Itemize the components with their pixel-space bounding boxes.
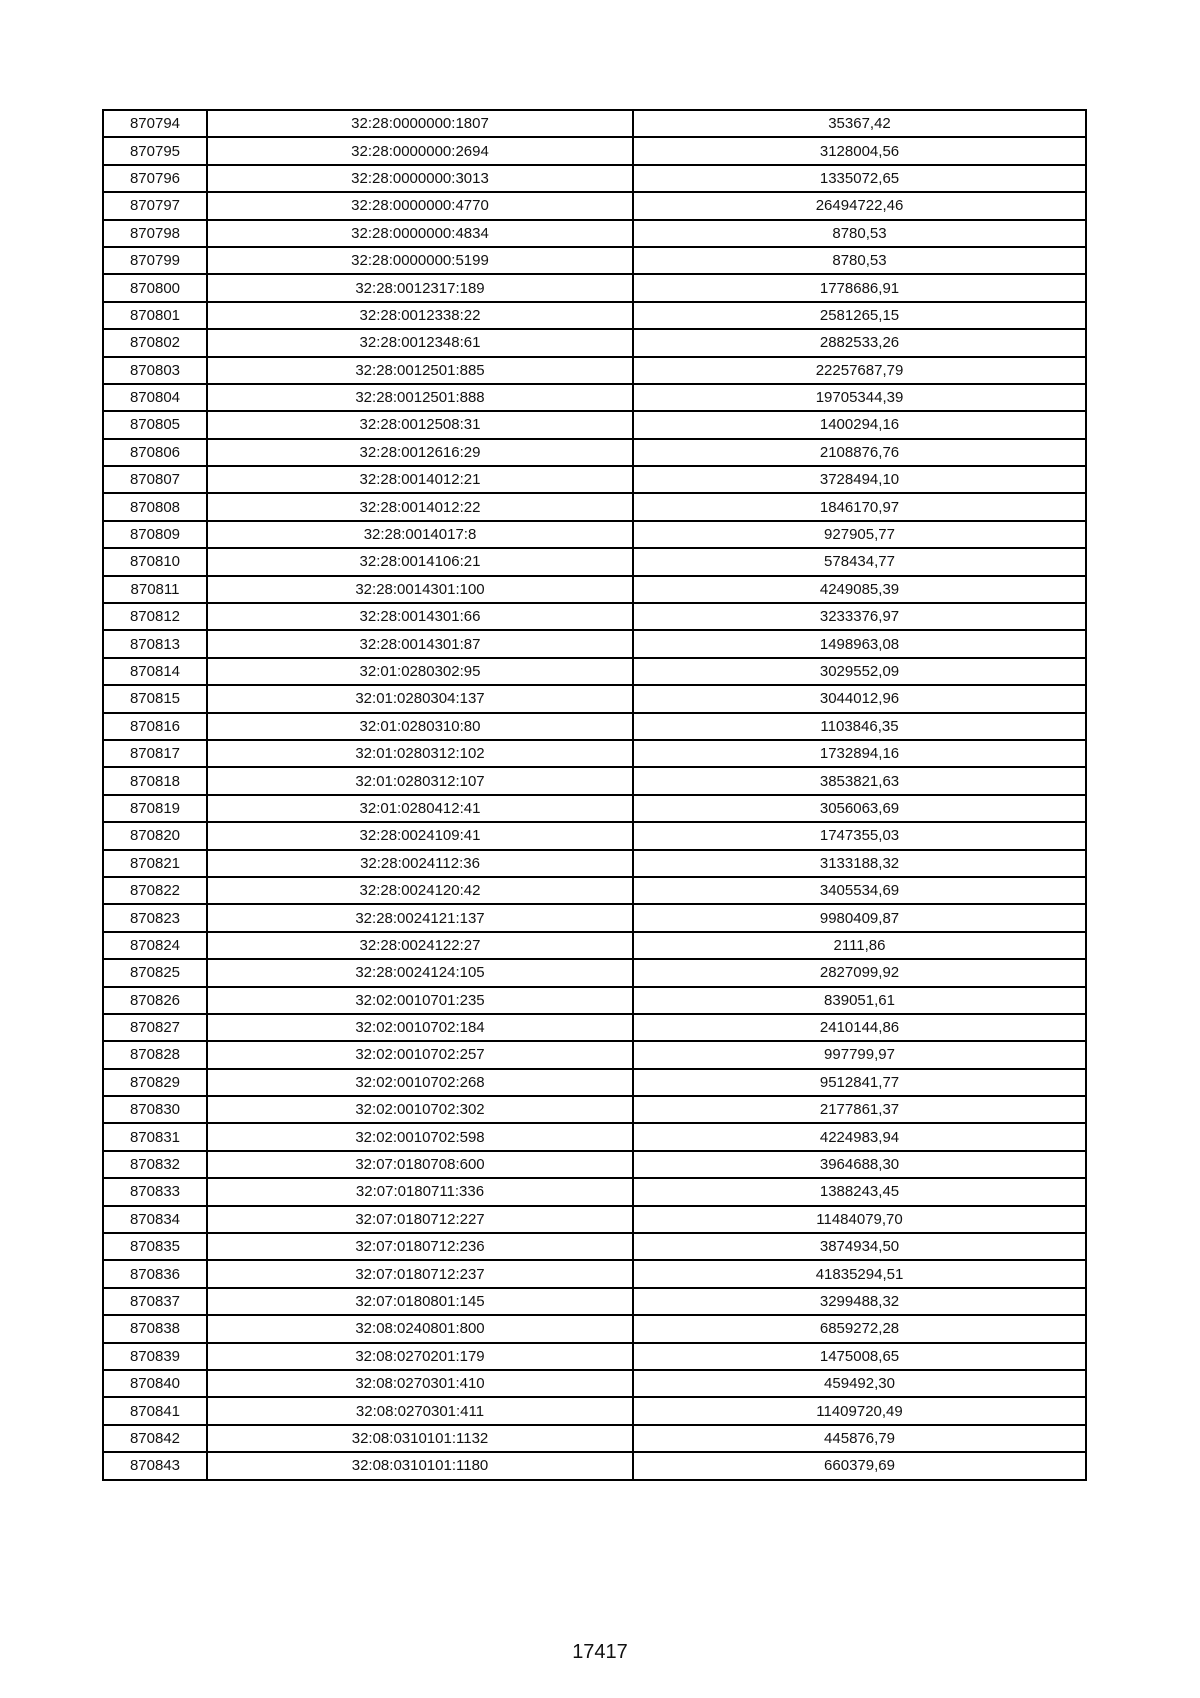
row-number-cell: 870807 (103, 466, 207, 493)
table-row (103, 439, 1086, 466)
cadastral-number-cell: 32:28:0024122:27 (207, 932, 633, 959)
table-row (103, 603, 1086, 630)
row-number-cell: 870805 (103, 411, 207, 438)
row-number-cell: 870836 (103, 1260, 207, 1287)
table-row (103, 548, 1086, 575)
cadastral-number-cell: 32:07:0180712:227 (207, 1206, 633, 1233)
row-number-cell: 870818 (103, 767, 207, 794)
table-row (103, 959, 1086, 986)
cadastral-number-cell: 32:08:0270301:410 (207, 1370, 633, 1397)
cadastral-number-cell: 32:28:0014106:21 (207, 548, 633, 575)
table-row (103, 685, 1086, 712)
cadastral-number-cell: 32:01:0280302:95 (207, 658, 633, 685)
cadastral-value-cell: 8780,53 (633, 220, 1086, 247)
table-row (103, 822, 1086, 849)
cadastral-value-cell: 445876,79 (633, 1425, 1086, 1452)
cadastral-value-cell: 4224983,94 (633, 1123, 1086, 1150)
cadastral-value-cell: 1103846,35 (633, 713, 1086, 740)
row-number-cell: 870814 (103, 658, 207, 685)
row-number-cell: 870823 (103, 904, 207, 931)
row-number-cell: 870842 (103, 1425, 207, 1452)
row-number-cell: 870826 (103, 987, 207, 1014)
row-number-cell: 870839 (103, 1343, 207, 1370)
cadastral-number-cell: 32:07:0180712:237 (207, 1260, 633, 1287)
cadastral-value-cell: 1388243,45 (633, 1178, 1086, 1205)
cadastral-number-cell: 32:28:0024121:137 (207, 904, 633, 931)
row-number-cell: 870809 (103, 521, 207, 548)
cadastral-number-cell: 32:28:0012616:29 (207, 439, 633, 466)
cadastral-value-cell: 35367,42 (633, 110, 1086, 137)
row-number-cell: 870811 (103, 576, 207, 603)
cadastral-number-cell: 32:01:0280412:41 (207, 795, 633, 822)
cadastral-value-cell: 2882533,26 (633, 329, 1086, 356)
cadastral-value-cell: 41835294,51 (633, 1260, 1086, 1287)
table-row (103, 192, 1086, 219)
row-number-cell: 870819 (103, 795, 207, 822)
cadastral-number-cell: 32:28:0012348:61 (207, 329, 633, 356)
cadastral-number-cell: 32:28:0000000:1807 (207, 110, 633, 137)
cadastral-number-cell: 32:28:0014017:8 (207, 521, 633, 548)
cadastral-number-cell: 32:08:0270201:179 (207, 1343, 633, 1370)
cadastral-value-cell: 19705344,39 (633, 384, 1086, 411)
cadastral-number-cell: 32:28:0024124:105 (207, 959, 633, 986)
table-row (103, 1096, 1086, 1123)
row-number-cell: 870830 (103, 1096, 207, 1123)
cadastral-value-cell: 22257687,79 (633, 357, 1086, 384)
row-number-cell: 870838 (103, 1315, 207, 1342)
cadastral-value-cell: 2827099,92 (633, 959, 1086, 986)
table-row (103, 850, 1086, 877)
cadastral-number-cell: 32:28:0000000:2694 (207, 137, 633, 164)
row-number-cell: 870837 (103, 1288, 207, 1315)
table-body (103, 110, 1086, 1480)
table-row (103, 493, 1086, 520)
cadastral-number-cell: 32:28:0000000:4770 (207, 192, 633, 219)
table-row (103, 137, 1086, 164)
row-number-cell: 870828 (103, 1041, 207, 1068)
table-row (103, 932, 1086, 959)
row-number-cell: 870804 (103, 384, 207, 411)
cadastral-value-cell: 1498963,08 (633, 630, 1086, 657)
row-number-cell: 870831 (103, 1123, 207, 1150)
row-number-cell: 870795 (103, 137, 207, 164)
table-row (103, 1041, 1086, 1068)
cadastral-number-cell: 32:02:0010702:598 (207, 1123, 633, 1150)
cadastral-value-cell: 9512841,77 (633, 1069, 1086, 1096)
table-row (103, 740, 1086, 767)
row-number-cell: 870796 (103, 165, 207, 192)
row-number-cell: 870812 (103, 603, 207, 630)
table-row (103, 384, 1086, 411)
cadastral-value-cell: 3133188,32 (633, 850, 1086, 877)
cadastral-value-cell: 1732894,16 (633, 740, 1086, 767)
cadastral-number-cell: 32:01:0280310:80 (207, 713, 633, 740)
table-row (103, 877, 1086, 904)
row-number-cell: 870841 (103, 1397, 207, 1424)
row-number-cell: 870825 (103, 959, 207, 986)
cadastral-number-cell: 32:02:0010702:257 (207, 1041, 633, 1068)
cadastral-number-cell: 32:28:0012338:22 (207, 302, 633, 329)
cadastral-value-cell: 2108876,76 (633, 439, 1086, 466)
table-row (103, 329, 1086, 356)
row-number-cell: 870822 (103, 877, 207, 904)
cadastral-value-cell: 3405534,69 (633, 877, 1086, 904)
table-row (103, 1397, 1086, 1424)
table-row (103, 713, 1086, 740)
table-row (103, 247, 1086, 274)
cadastral-value-cell: 3874934,50 (633, 1233, 1086, 1260)
cadastral-value-cell: 1475008,65 (633, 1343, 1086, 1370)
cadastral-number-cell: 32:28:0014301:66 (207, 603, 633, 630)
cadastral-number-cell: 32:28:0012317:189 (207, 274, 633, 301)
cadastral-number-cell: 32:07:0180711:336 (207, 1178, 633, 1205)
cadastral-value-cell: 3853821,63 (633, 767, 1086, 794)
table-row (103, 795, 1086, 822)
row-number-cell: 870816 (103, 713, 207, 740)
page-number: 17417 (572, 1641, 628, 1663)
row-number-cell: 870806 (103, 439, 207, 466)
table-row (103, 1425, 1086, 1452)
table-row (103, 1370, 1086, 1397)
table-row (103, 576, 1086, 603)
cadastral-number-cell: 32:28:0012501:888 (207, 384, 633, 411)
table-row (103, 357, 1086, 384)
cadastral-value-cell: 3056063,69 (633, 795, 1086, 822)
cadastral-number-cell: 32:28:0014012:22 (207, 493, 633, 520)
table-row (103, 1206, 1086, 1233)
table-row (103, 904, 1086, 931)
cadastral-number-cell: 32:28:0014012:21 (207, 466, 633, 493)
cadastral-value-cell: 2177861,37 (633, 1096, 1086, 1123)
cadastral-number-cell: 32:02:0010701:235 (207, 987, 633, 1014)
cadastral-value-cell: 1400294,16 (633, 411, 1086, 438)
table-row (103, 1260, 1086, 1287)
table-row (103, 411, 1086, 438)
cadastral-number-cell: 32:08:0270301:411 (207, 1397, 633, 1424)
cadastral-number-cell: 32:08:0240801:800 (207, 1315, 633, 1342)
cadastral-number-cell: 32:02:0010702:302 (207, 1096, 633, 1123)
row-number-cell: 870800 (103, 274, 207, 301)
cadastral-number-cell: 32:28:0024109:41 (207, 822, 633, 849)
table-row (103, 1315, 1086, 1342)
row-number-cell: 870829 (103, 1069, 207, 1096)
table-row (103, 274, 1086, 301)
cadastral-value-cell: 3728494,10 (633, 466, 1086, 493)
row-number-cell: 870794 (103, 110, 207, 137)
row-number-cell: 870832 (103, 1151, 207, 1178)
cadastral-value-cell: 2111,86 (633, 932, 1086, 959)
cadastral-value-cell: 11409720,49 (633, 1397, 1086, 1424)
table-row (103, 1288, 1086, 1315)
row-number-cell: 870813 (103, 630, 207, 657)
cadastral-number-cell: 32:28:0024112:36 (207, 850, 633, 877)
table-row (103, 767, 1086, 794)
cadastral-value-cell: 1747355,03 (633, 822, 1086, 849)
cadastral-value-cell: 2410144,86 (633, 1014, 1086, 1041)
cadastral-number-cell: 32:07:0180712:236 (207, 1233, 633, 1260)
table-row (103, 1069, 1086, 1096)
cadastral-value-cell: 3044012,96 (633, 685, 1086, 712)
cadastral-number-cell: 32:07:0180708:600 (207, 1151, 633, 1178)
row-number-cell: 870801 (103, 302, 207, 329)
cadastral-value-cell: 2581265,15 (633, 302, 1086, 329)
row-number-cell: 870799 (103, 247, 207, 274)
cadastral-value-cell: 9980409,87 (633, 904, 1086, 931)
cadastral-value-cell: 3299488,32 (633, 1288, 1086, 1315)
table-row (103, 466, 1086, 493)
table-row (103, 220, 1086, 247)
cadastral-number-cell: 32:01:0280312:107 (207, 767, 633, 794)
cadastral-number-cell: 32:28:0012501:885 (207, 357, 633, 384)
cadastral-number-cell: 32:01:0280304:137 (207, 685, 633, 712)
table-row (103, 1151, 1086, 1178)
table-row (103, 1343, 1086, 1370)
row-number-cell: 870824 (103, 932, 207, 959)
table-row (103, 165, 1086, 192)
cadastral-number-cell: 32:28:0024120:42 (207, 877, 633, 904)
cadastral-value-cell: 578434,77 (633, 548, 1086, 575)
cadastral-value-cell: 3029552,09 (633, 658, 1086, 685)
cadastral-number-cell: 32:28:0000000:5199 (207, 247, 633, 274)
cadastral-value-cell: 459492,30 (633, 1370, 1086, 1397)
cadastral-value-cell: 26494722,46 (633, 192, 1086, 219)
row-number-cell: 870817 (103, 740, 207, 767)
row-number-cell: 870803 (103, 357, 207, 384)
row-number-cell: 870798 (103, 220, 207, 247)
cadastral-number-cell: 32:07:0180801:145 (207, 1288, 633, 1315)
cadastral-number-cell: 32:28:0000000:3013 (207, 165, 633, 192)
table-row (103, 302, 1086, 329)
cadastral-value-cell: 1778686,91 (633, 274, 1086, 301)
row-number-cell: 870810 (103, 548, 207, 575)
cadastral-value-cell: 3964688,30 (633, 1151, 1086, 1178)
cadastral-value-cell: 6859272,28 (633, 1315, 1086, 1342)
row-number-cell: 870797 (103, 192, 207, 219)
table-row (103, 1178, 1086, 1205)
cadastral-value-cell: 3128004,56 (633, 137, 1086, 164)
table-row (103, 987, 1086, 1014)
cadastral-number-cell: 32:02:0010702:184 (207, 1014, 633, 1041)
table-row (103, 1123, 1086, 1150)
table-row (103, 658, 1086, 685)
row-number-cell: 870827 (103, 1014, 207, 1041)
cadastral-value-cell: 1335072,65 (633, 165, 1086, 192)
cadastral-value-cell: 997799,97 (633, 1041, 1086, 1068)
cadastral-value-cell: 11484079,70 (633, 1206, 1086, 1233)
cadastral-value-cell: 8780,53 (633, 247, 1086, 274)
row-number-cell: 870815 (103, 685, 207, 712)
row-number-cell: 870833 (103, 1178, 207, 1205)
table-row (103, 521, 1086, 548)
cadastral-number-cell: 32:28:0012508:31 (207, 411, 633, 438)
cadastral-number-cell: 32:01:0280312:102 (207, 740, 633, 767)
cadastral-value-cell: 927905,77 (633, 521, 1086, 548)
cadastral-number-cell: 32:08:0310101:1180 (207, 1452, 633, 1479)
cadastral-number-cell: 32:28:0000000:4834 (207, 220, 633, 247)
cadastral-value-cell: 3233376,97 (633, 603, 1086, 630)
cadastral-value-cell: 4249085,39 (633, 576, 1086, 603)
row-number-cell: 870820 (103, 822, 207, 849)
row-number-cell: 870840 (103, 1370, 207, 1397)
row-number-cell: 870821 (103, 850, 207, 877)
cadastral-number-cell: 32:28:0014301:87 (207, 630, 633, 657)
cadastral-number-cell: 32:28:0014301:100 (207, 576, 633, 603)
cadastral-number-cell: 32:02:0010702:268 (207, 1069, 633, 1096)
table-row (103, 1014, 1086, 1041)
row-number-cell: 870808 (103, 493, 207, 520)
row-number-cell: 870802 (103, 329, 207, 356)
row-number-cell: 870834 (103, 1206, 207, 1233)
cadastral-number-cell: 32:08:0310101:1132 (207, 1425, 633, 1452)
cadastral-value-cell: 839051,61 (633, 987, 1086, 1014)
table-row (103, 1233, 1086, 1260)
cadastral-value-table (102, 109, 1087, 1481)
cadastral-value-cell: 1846170,97 (633, 493, 1086, 520)
row-number-cell: 870835 (103, 1233, 207, 1260)
table-row (103, 630, 1086, 657)
table-row (103, 110, 1086, 137)
table-row (103, 1452, 1086, 1479)
cadastral-value-cell: 660379,69 (633, 1452, 1086, 1479)
row-number-cell: 870843 (103, 1452, 207, 1479)
